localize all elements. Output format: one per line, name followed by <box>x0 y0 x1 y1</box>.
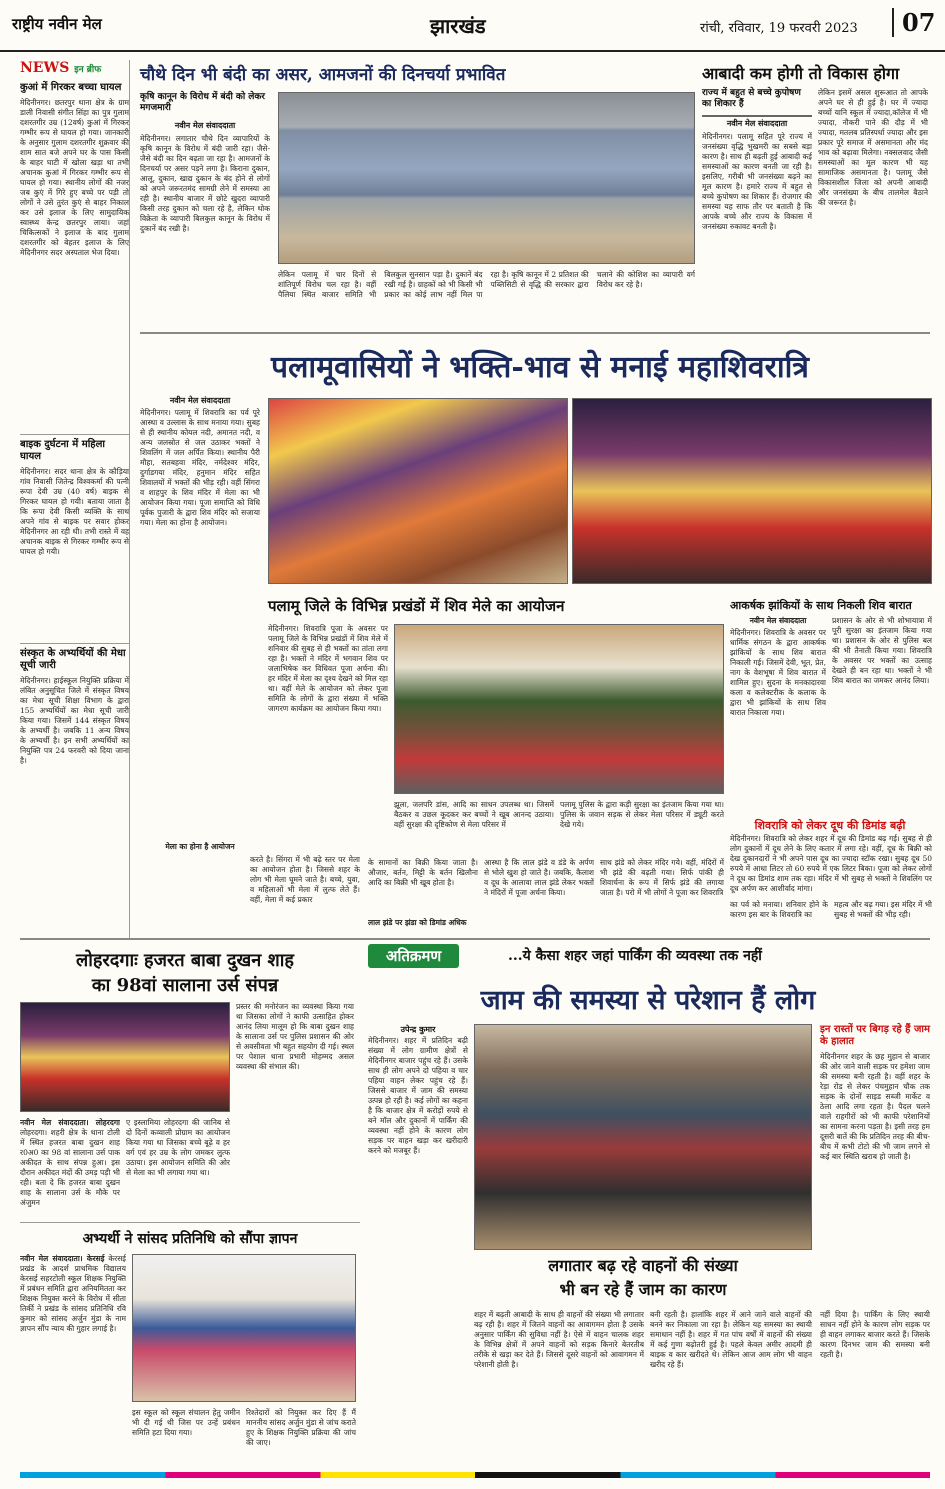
procession-headline: आकर्षक झांकियों के साथ निकली शिव बारात <box>730 599 912 612</box>
fair-foot-subhead: लाल झंडे पर झंडा को डिमांड अधिक <box>368 918 467 927</box>
page-number: 07 <box>892 8 935 37</box>
traffic-jam-photo <box>474 1024 812 1250</box>
fair-foot-3: साथ झंडे को लेकर मंदिर गये। वहीं, मंदिरों में भी झंडे की बढ़ती गया। सिर्फ पांकी ही शिवार्चना के रूप में सिर्फ झंडे की लगाया जाता है। परो में भी लोगों ने पूजा कर शिवरात्रि <box>600 858 724 897</box>
traffic-headline: जाम की समस्या से परेशान हैं लोग <box>480 985 816 1016</box>
traffic-body-1: मेदिनीनगर। शहर में प्रतिदिन बढ़ी संख्या में लोग ग्रामीण क्षेत्रों से मेदिनीनगर बाजार पहुंच रहे हैं। उसके साथ ही लोग अपने दो पहिया व चार पहिया वाहन लेकर पहुंच रहे हैं। जिससे बाजार में जाम की समस्या उत्पन्न हो रही है। कई लोगों का कहना है कि बाजार क्षेत्र में करोड़ों रुपये से बने मॉल और दुकानों में पार्किंग की व्यवस्था नहीं होने के कारण लोग सड़क पर वाहन खड़ा कर खरीदारी करने को मजबूर हैं। <box>368 1036 468 1155</box>
urs-headline: लोहरदगाः हजरत बाबा दुखन शाह का 98वां सालाना उर्स संपन्न <box>76 950 294 996</box>
shiv-shrine-photo <box>572 398 932 584</box>
fair-foot-1: के सामानों का बिक्री किया जाता है। औजार, बर्तन, मिट्टी के बर्तन खिलौना आदि का बिक्री भी खूब होता है। <box>368 858 478 887</box>
milk-foot-2: महत्व और बढ़ गया। इस मंदिर में भी सुबह से भक्तों की भीड़ रही। <box>834 900 932 919</box>
brief-text-2: मेदिनीनगर। सदर थाना क्षेत्र के कौड़िया गांव निवासी जितेन्द्र विश्वकर्मा की पत्नी रूपा देवी उम्र (40 वर्ष) बाइक से गिरकर घायल हो गयी। बताया जाता है कि रूपा देवी किसी व्यक्ति के साथ अपने गांव से बाइक पर सवार होकर मेदिनीनगर आ रही थी। तभी रास्ते में वह अचानक बाइक से गिरकर गम्भीर रूप से घायल हो गयी। <box>20 467 129 556</box>
fair-headline: पलामू जिले के विभिन्न प्रखंडों में शिव मेले का आयोजन <box>268 597 565 615</box>
top-story-headline: चौथे दिन भी बंदी का असर, आमजनों की दिनचर्या प्रभावित <box>140 65 506 85</box>
traffic-side-headline: इन रास्तों पर बिगड़ रहे हैं जाम के हालात <box>820 1024 930 1047</box>
fair-body-1: मेदिनीनगर। शिवरात्रि पूजा के अवसर पर पलामू जिले के विभिन्न प्रखंडों में शिव मेले में शनिवार की सुबह से ही भक्तों का तांता लगा रहा है। भक्तों ने मंदिर में भगवान शिव पर जलाभिषेक कर विधिवत पूजा अर्चना की। हर मंदिर में मेला का दृश्य देखने को मिल रहा था। वहीं मेले के आयोजन को लेकर पूजा समिति के लोगों के द्वारा संख्या में भक्ति जागरण कार्यक्रम का आयोजन किया गया। <box>268 624 388 713</box>
shivratri-byline: नवीन मेल संवाददाता <box>169 395 231 405</box>
brief-title-3: संस्कृत के अभ्यर्थियों की मेधा सूची जारी <box>20 643 129 672</box>
section-title: झारखंड <box>430 14 486 38</box>
traffic-side-body: मेदिनीनगर शहर के छह मुहान से बाजार की ओर जाने वाली सड़क पर हमेशा जाम की समस्या बनी रहती है। वहीं शहर के रेड़ा रोड से लेकर पंचमुहान चौक तक सड़क के दोनों साइड सब्जी मार्केट व ठेला आदि लगा रहता है। पैदल चलने वाले राहगीरों को भी काफी परेशानियों का सामना करना पड़ता है। इसी तरह हम दूसरी बातें की कि प्रतिदिन तरह की बीच-बीच में कभी टोटो की भी जाम लगने से कई बार स्थिति खराब हो जाती है। <box>820 1052 930 1161</box>
population-byline: नवीन मेल संवाददाता <box>726 118 788 128</box>
milk-body: मेदिनीनगर। शिवरात्रि को लेकर शहर में दूध की डिमांड बढ़ गई। सुबह से ही लोग दुकानों में दूध लेने के लिए कतार में लगा रहे। वहीं, दूध के बिक्री को देख दुकानदारों ने भी अपने पास दूध का ज्यादा स्टॉक रखा। सुबह दूध 50 रुपये में आधा लिटर तो 60 रुपये में एक लिटर बिका। पूजा को लेकर लोगों ने दूध का डिमांड शाम तक रहा। मंदिर में भी सुबह से भक्तों ने शिवलिंग पर दूध अर्पण कर आशीर्वाद मांगा। <box>730 834 932 893</box>
top-story-kicker: कृषि कानून के विरोध में बंदी को लेकर मगजमारी <box>140 92 265 113</box>
traffic-foot-3: नहीं दिया है। पार्किंग के लिए स्थायी साधन नहीं होने के कारण लोग सड़क पर ही वाहन लगाकर बाजार करते हैं। जिसके कारण दिनभर जाम की समस्या बनी रहती है। <box>820 1310 930 1359</box>
urs-photo <box>20 1002 230 1112</box>
top-story-body-2: लेकिन पलामू में चार दिनों से शांतिपूर्ण विरोध चल रहा है। वहीं पैलिया स्थित बाजार समिति भी बिलकुल सुनसान पड़ा है। दुकानें बंद रखी गई है। ग्राहकों को भी किसी भी प्रकार का कोई लाभ नहीं मिल पा रहा है। कृषि कानून में 2 प्रतिशत की पब्लिसिटी से वृद्धि की सरकार द्वारा चलाने की कोशिश का व्यापारी वर्ग विरोध कर रहे है। <box>278 270 695 299</box>
temple-worship-photo <box>268 398 568 584</box>
page-header <box>0 0 945 52</box>
memorandum-body-1: नवीन मेल संवाददाता। केरसई केरसई प्रखंड के आदर्श प्राथमिक विद्यालय केरसई सहरटोली स्कूल शिक्षक नियुक्ति में प्रबंधन समिति द्वारा अनियमितता कर शिक्षक नियुक्त करने के विरोध में सीता तिर्की ने प्रखंड के सांसद प्रतिनिधि रवि कुमार को सांसद अर्जुन मुंडा के नाम ज्ञापन सौंप न्याय की गुहार लगाई है। <box>20 1254 126 1333</box>
masthead: राष्ट्रीय नवीन मेल <box>12 15 102 33</box>
top-story-byline: नवीन मेल संवाददाता <box>174 120 236 130</box>
memorandum-body-2: इस स्कूल को स्कूल संचालन हेतु जमीन भी दी गई थी जिस पर उन्हें प्रबंधन समिति हटा दिया गया। <box>132 1408 240 1437</box>
fair-foot-2: आस्था है कि लाल झंडे व डंडे के अर्पण से भोले खुश हो जाते है। जबकि, कैलाश व दूध के आलावा लाल झंडे लेकर भक्तों ने मंदिरों में पूजा अर्चना किया। <box>484 858 594 897</box>
memorandum-headline: अभ्यर्थी ने सांसद प्रतिनिधि को सौंपा ज्ञापन <box>20 1222 360 1248</box>
urs-body-3: प्रस्तर की मनोरंजन का व्यवस्था किया गया था जिसका लोगों ने काफी उत्साहित होकर आनंद लिया मालूम हो कि बाबा दुखन शाह के सालाना उर्स पर पुलिस प्रशासन की ओर से अवसीवता भी बहुत सहयोग दी गई। स्थल पर पेशाल थाना प्रभारी मोहम्मद असल व्यवस्था की संभाल की। <box>236 1002 354 1071</box>
brief-title-1: कुआं में गिरकर बच्चा घायल <box>20 82 122 93</box>
population-photo <box>702 115 812 117</box>
shivratri-subhead: मेला का होना है आयोजन <box>165 842 235 851</box>
fair-body-2: झूला, जलपरि डांस, आदि का साधन उपलब्ध था। जिसमें बैठकर व उछल कूदकर कर बच्चों ने खूब आनन्द उठाया। वहीं सुरक्षा की दृष्टिकोण से मेला परिसर में <box>394 800 554 829</box>
fair-body-3: पलामू पुलिस के द्वारा कड़ी सुरक्षा का इंतजाम किया गया था। पुलिस के जवान सड़क से लेकर मेला परिसर में ड्यूटी करते देखे गये। <box>560 800 724 829</box>
brief-title-2: बाइक दुर्घटना में महिला घायल <box>20 434 129 463</box>
traffic-byline: उपेन्द्र कुमार <box>400 1024 436 1034</box>
urs-body-2: ए इस्लामिया लोहरदगा की जानिब से दो दिनों कव्वाली प्रोग्राम का आयोजन किया गया था जिसका बच्चे बूढ़े व हर वर्ग एवं हर उम्र के लोग जमकर लुत्फ उठाया। इस आयोजन समिति की ओर से मेला का भी लगाया गया था। <box>126 1118 230 1177</box>
closed-shops-photo <box>278 92 695 264</box>
urs-body-1: नवीन मेल संवाददाता। लोहरदगा लोहरदगा। शहरी क्षेत्र के थाना टोली में स्थित हजरत बाबा दुखन शाह र0अ0 का 98 वां सालाना उर्स पाक अकीदत के साथ संपन्न हुआ। इस दौरान अकीदत मंदों की उमड़ पड़ी भी रही। बता दे कि हजरत बाबा दुखन शाह के सालाना उर्स के मौके पर अंजुमन <box>20 1118 120 1207</box>
traffic-sub-headline: लगातार बढ़ रहे वाहनों की संख्या भी बन रहे हैं जाम का कारण <box>548 1256 738 1299</box>
population-headline: आबादी कम होगी तो विकास होगा <box>702 64 900 83</box>
milk-foot-1: का पर्व को मनाया। शनिवार होने के कारण इस बार के शिवरात्रि का <box>730 900 828 919</box>
traffic-foot-1: शहर में बढ़ती आबादी के साथ ही वाहनों की संख्या भी लगातार बढ़ रही है। शहर में जितने वाहनों का आवागमन होता है उसके अनुसार पार्किंग की सुविधा नहीं है। ऐसे में वाहन चालक शहर के विभिन्न क्षेत्रों में अपने वाहनों को सड़क किनारे बेतरतीब तरीके से खड़ा कर देते हैं। जिससे दूसरे वाहनों को आवागमन में परेशानी होती है। <box>474 1310 644 1369</box>
memorandum-photo <box>132 1254 356 1402</box>
traffic-foot-2: बनी रहती है। हालांकि शहर में आने जाने वाले वाहनों की बनने कर निकाला जा रहा है। लेकिन यह समस्या का स्थायी समाधान नहीं है। शहर में गत पांच वर्षों में वाहनों की संख्या में कई गुणा बढ़ोतरी हुई है। पहले केवल अमीर आदमी ही बाइक व कार खरीदते थे। लेकिन आज आम लोग भी वाहन खरीद रहे हैं। <box>650 1310 812 1369</box>
brief-text-1: मेदिनीनगर। छतरपुर थाना क्षेत्र के ग्राम डाली निवासी संगीत सिंहा का पुत्र गुलाम दशरतगीर उम्र (12वर्ष) कुआं में गिरकर गम्भीर रूप से घायल हो गया। जानकारी के अनुसार गुलाम दशरतगीर शुक्रवार की शाम सात बजे अपने घर के पास किसी के बाहर घाटी में खोला खड़ा था तभी अचानक कुआं में गिरकर गम्भीर रूप से घायल हो गया। स्थानीय लोगों की नजर जब कुएं में गिरे हुए बच्चे पर पड़ी तो लोगों ने उसे तुरंत कुएं से बाहर निकाल कर उसे इलाज के लिए सामुदायिक स्वास्थ्य केन्द्र छतरपुर लाया। जहां चिकित्सकों ने इलाज के बाद गुलाम दशरतगीर को बेहतर इलाज के लिए मेदिनीनगर सदर अस्पताल भेज दिया। <box>20 98 129 257</box>
traffic-kicker: ...ये कैसा शहर जहां पार्किंग की व्यवस्था तक नहीं <box>508 948 762 964</box>
shivratri-body-end: करते है। सिंगरा में भी बढ़े स्तर पर मेला का आयोजन होता है। जिससे शहर के लोग भी मेला घूमने जाते है। बच्चे, युवा, व महिलाओं भी मेला में लुत्फ लेते हैं। वहीं, मेला में कई प्रकार <box>250 855 360 904</box>
population-body-1: मेदिनीनगर। पलामू सहित पूरे राज्य में जनसंख्या वृद्धि भुखमरी का सबसे बड़ा कारण है। साथ ही बढ़ती हुई आबादी कई समस्याओं का कारण बनती जा रही है। इसलिए, गरीबी भी जनसंख्या बढ़ने का मूल कारण है। हमारे राज्य में बहुत से बच्चे कुपोषण का शिकार हैं। रोजगार की समस्या यह साफ तौर पर बताती है कि आपके बच्चे और राज्य के विकास में जनसंख्या रुकावट बनती है। <box>702 132 812 231</box>
memorandum-body-3: रिश्तेदारों को नियुक्त कर दिए हैं मैं माननीय सांसद अर्जुन मुंडा से जांच कराते हुए के शिक्षक नियुक्ति प्रक्रिया की जांच की जाए। <box>246 1408 356 1447</box>
population-body-2: लेकिन इसमें असल शुरूआत तो आपके अपने घर से ही हुई है। घर में ज्यादा बच्चों यानि स्कूल में ज्यादा,कॉलेज में भी ज्यादा, नौकरी पाने की दौड़ में भी ज्यादा, मतलब प्रतिस्पर्धा ज्यादा और इस प्रकार पूरे समाज में असमानता और मंद भाव को बढ़ावा मिलेगा। नक्सलवाद जैसी समस्याओं का मूल कारण भी यह सामाजिक असमानता है। पलामू जैसे विकासशील जिला को अपनी आबादी और जनसंख्या के बीच तालमेल बैठाने की जरूरत है। <box>818 88 928 207</box>
procession-body-1: मेदिनीनगर। शिवरात्रि के अवसर पर धार्मिक संगठन के द्वारा आकर्षक झांकियों के साथ शिव बारात निकाली गई। जिसमें देवी, भूत, प्रेत, नाग के वेशभूषा में शिव बारात में शामिल हुए। सुदना के मनकादारवा कला व कलेक्टरीक के कलाक के द्वारा भी झांकियों के साथ शिव बारात निकाला गया। <box>730 628 826 717</box>
brief-text-3: मेदिनीनगर। हाईस्कूल नियुक्ति प्रक्रिया में लंबित अनुसूचित जिले में संस्कृत विषय का मेधा सूची शिक्षा विभाग के द्वारा 155 अभ्यर्थियों का मेधा सूची जारी किया गया। जिसमें 144 संस्कृत विषय के अभ्यर्थी है। जबकि 11 अन्य विषय के अभ्यर्थी है। इन सभी अभ्यर्थियों का नियुक्ति पत्र 24 फरवरी को दिया जाना है। <box>20 676 129 765</box>
shiv-fair-photo <box>394 624 724 794</box>
population-kicker: राज्य में बहुत से बच्चे कुपोषण का शिकार हैं <box>702 88 801 109</box>
registration-bar <box>20 1472 930 1478</box>
shivratri-headline: पलामूवासियों ने भक्ति-भाव से मनाई महाशिवरात्रि <box>271 350 809 385</box>
news-brief-column <box>20 60 130 940</box>
top-story-body-1: मेदिनीनगर। लगातार चौथे दिन व्यापारियों के कृषि कानून के विरोध में बंदी जारी रहा। जैसे-जैसे बंदी का दिन बढ़ता जा रहा है। आमजनों के दिनचर्या पर असर पड़ने लगा है। किराना दुकान, आलू, दुकान, खाद्य दुकान के बंद होने से लोगों को अपने जरूरतमंद सामग्री लेने में समस्या आ रही है। स्थानीय बाजार में छोटे खुदरा व्यापारी किसी तरह दुकान को चला रहे है, लेकिन थोक विक्रेता के व्यापारी बिलकुल कानून के विरोध में दुकानें बंद रखी है। <box>140 134 270 233</box>
divider <box>20 938 930 940</box>
milk-headline: शिवरात्रि को लेकर दूध की डिमांड बढ़ी <box>754 819 906 832</box>
shivratri-body: मेदिनीनगर। पलामू में शिवरात्रि का पर्व पूरे आस्था व उल्लास के साथ मनाया गया। सुबह से ही स्थानीय कोयल नदी, अमानत नदी, व अन्य जलस्रोत से जल उठाकर भक्तों ने शिवलिंग में जल अर्पित किया। स्थानीय पैरी मौहा, सतबहवा मंदिर, नर्मदेश्वर मंदिर, दुर्गाडगया मंदिर, हनुमान मंदिर सहित शिवालयों में भक्तों की भीड़ रही। वहीं सिंगरा व शाहपुर के शिव मंदिर में मेला का भी आयोजन किया गया। पूजा समाप्ति को विधि पूर्वक पुजारी के द्वारा शिव मंदिर को सजाया गया। मेला का होना है आयोजन। <box>140 408 260 527</box>
procession-body-2: प्रशासन के ओर से भी शोभायात्रा में पूरी सुरक्षा का इंतजाम किया गया था। प्रशासन के ओर से पुलिस बल की भी तैनाती किया गया। शिवरात्रि के अवसर पर भक्तों का उत्साह देखते ही बन रहा था। भक्तों ने भी शिव बारात का जमकर आनंद लिया। <box>832 616 932 685</box>
dateline: रांची, रविवार, 19 फरवरी 2023 <box>700 21 858 36</box>
divider <box>140 332 930 334</box>
encroachment-tag: अतिक्रमण <box>368 944 459 968</box>
procession-byline: नवीन मेल संवाददाता <box>749 616 807 625</box>
news-brief-label: NEWS इन ब्रीफ <box>20 60 102 76</box>
